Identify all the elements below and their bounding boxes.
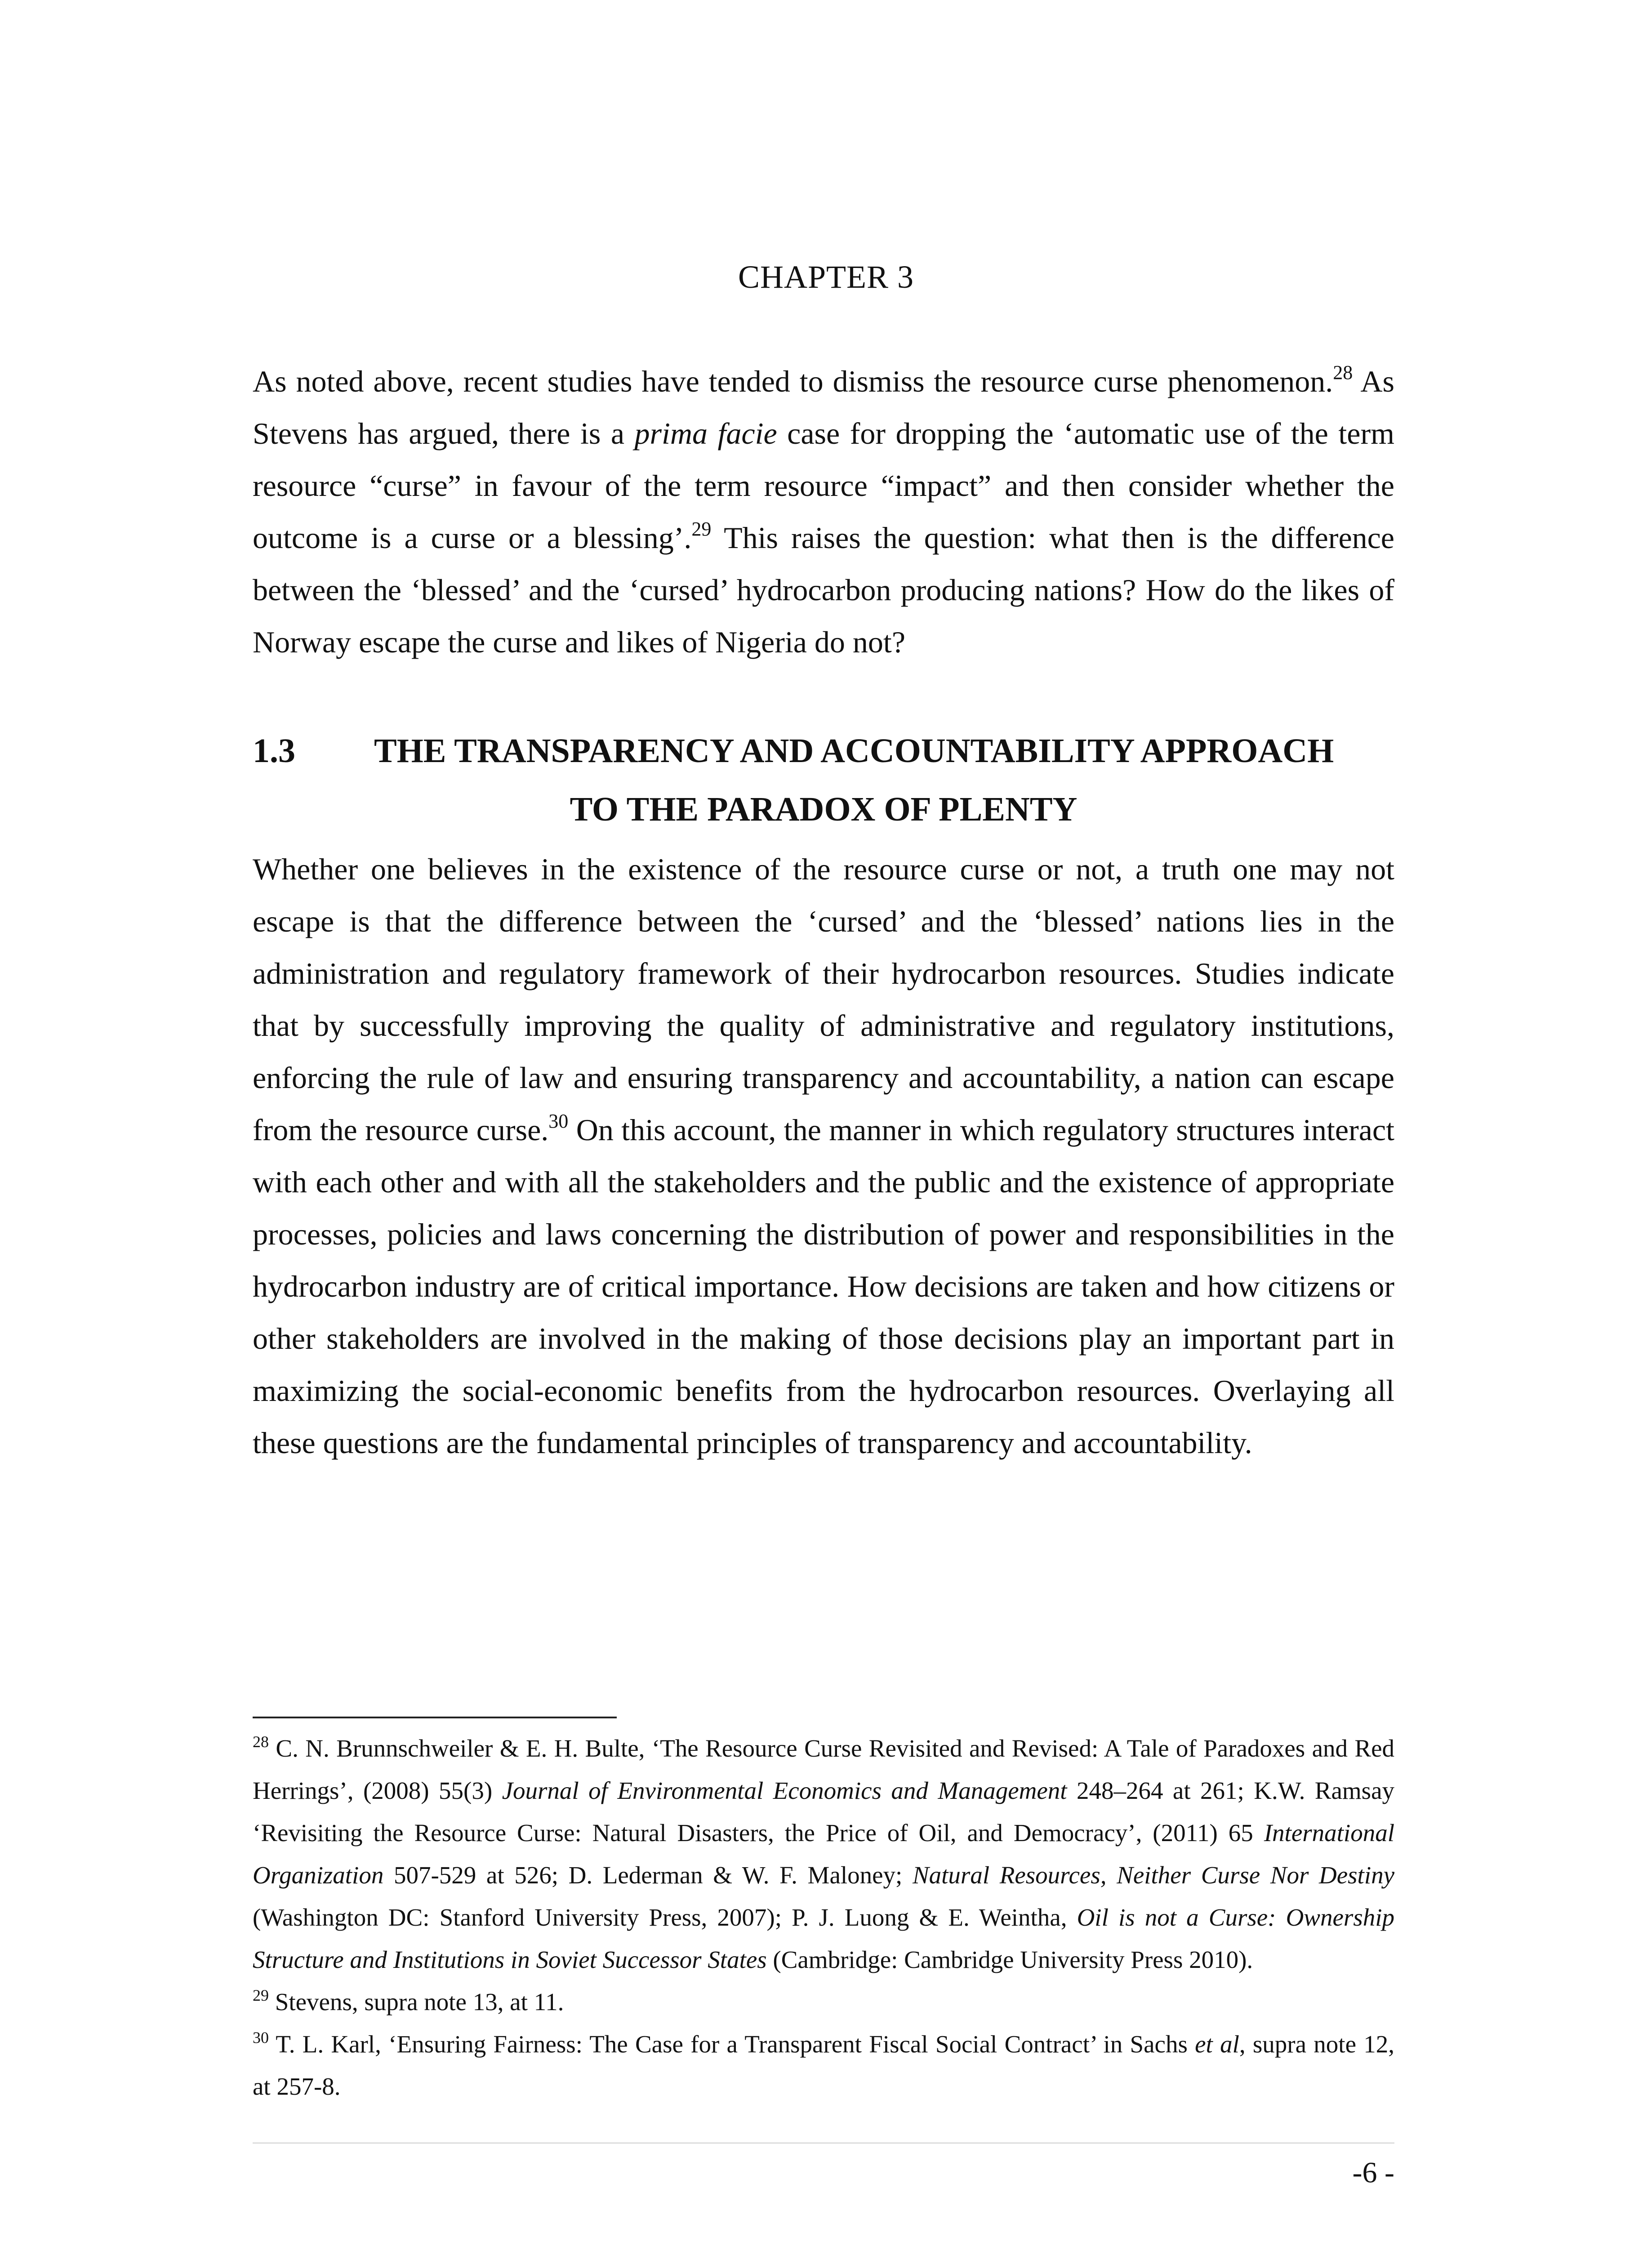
footnote-ref-30[interactable]: 30 (548, 1110, 569, 1133)
footnote-ref-29[interactable]: 29 (691, 518, 712, 540)
page-number: -6 - (1352, 2156, 1394, 2189)
paragraph-transparency-text: Whether one believes in the existence of the resource curse or not, a truth one may not escape is that the difference between the ‘cursed’ and the ‘blessed’ nations lies in the administration and regulatory framework of their hydrocarbon resources. Studies indicate that by successfully improving the quality of administrative and regulatory institutions, enforcing the rule of law and ensuring transparency and accountability, a nation can escape from the resource curse.$^{30}$ On this account, the manner in which regulatory structures interact with each other and with all the stakeholders and the public and the existence of appropriate processes, policies and laws concerning the distribution of power and responsibilities in the hydrocarbon industry are of critical importance. How decisions are taken and how citizens or other stakeholders are involved in the making of those decisions play an important part in maximizing the social-economic benefits from the hydrocarbon resources. Overlaying all these questions are the fundamental principles of transparency and accountability. (253, 852, 1395, 1460)
footnote-number: 30 (253, 2028, 269, 2047)
section-title-line1: THE TRANSPARENCY AND ACCOUNTABILITY APPROACH (374, 732, 1334, 770)
paragraph-transparency (253, 843, 1394, 1469)
footnotes (253, 1727, 1394, 2108)
footnote-29: $^{29}$ Stevens, supra note 13, at 11. (253, 1986, 564, 2016)
footnote-ref-28[interactable]: 28 (1333, 361, 1353, 384)
paragraph-intro (253, 355, 1394, 668)
footnote-number: 29 (253, 1986, 269, 2004)
section-number: 1.3 (253, 732, 295, 770)
running-header: CHAPTER 3 (738, 259, 914, 295)
paragraph-intro-text: As noted above, recent studies have tended to dismiss the resource curse phenomenon.$^{28}$ As Stevens has argued, there is a prima facie case for dropping the ‘automatic use of the term resource “curse” in favour of the term resource “impact” and then consider whether the outcome is a curse or a blessing’.$^{29}$ This raises the question: what then is the difference between the ‘blessed’ and the ‘cursed’ hydrocarbon producing nations? How do the likes of Norway escape the curse and likes of Nigeria do not? (253, 361, 1394, 659)
section-heading (253, 722, 1394, 839)
section-title-line2: TO THE PARADOX OF PLENTY (570, 790, 1078, 828)
italic-term: prima facie (634, 416, 777, 450)
footnote-28: $^{28}$ C. N. Brunnschweiler & E. H. Bulte, ‘The Resource Curse Revisited and Revised: A Tale of Paradoxes and Red Herrings’, (2008) 55(3) Journal of Environmental Economics and Management 248–264 at 261; K.W. Ramsay ‘Revisiting the Resource Curse: Natural Disasters, the Price of Oil, and Democracy’, (2011) 65 International Organization 507-529 at 526; D. Lederman & W. F. Maloney; Natural Resources, Neither Curse Nor Destiny (Washington DC: Stanford University Press, 2007); P. J. Luong & E. Weintha, Oil is not a Curse: Ownership Structure and Institutions in Soviet Successor States (Cambridge: Cambridge University Press 2010). (253, 1732, 1395, 1973)
footnote-separator (253, 1717, 617, 1718)
footnote-number: 28 (253, 1732, 269, 1751)
footer-separator (253, 2142, 1394, 2144)
footnote-30: $^{30}$ T. L. Karl, ‘Ensuring Fairness: The Case for a Transparent Fiscal Social Contract’ in Sachs et al, supra note 12, at 257-8. (253, 2028, 1394, 2100)
